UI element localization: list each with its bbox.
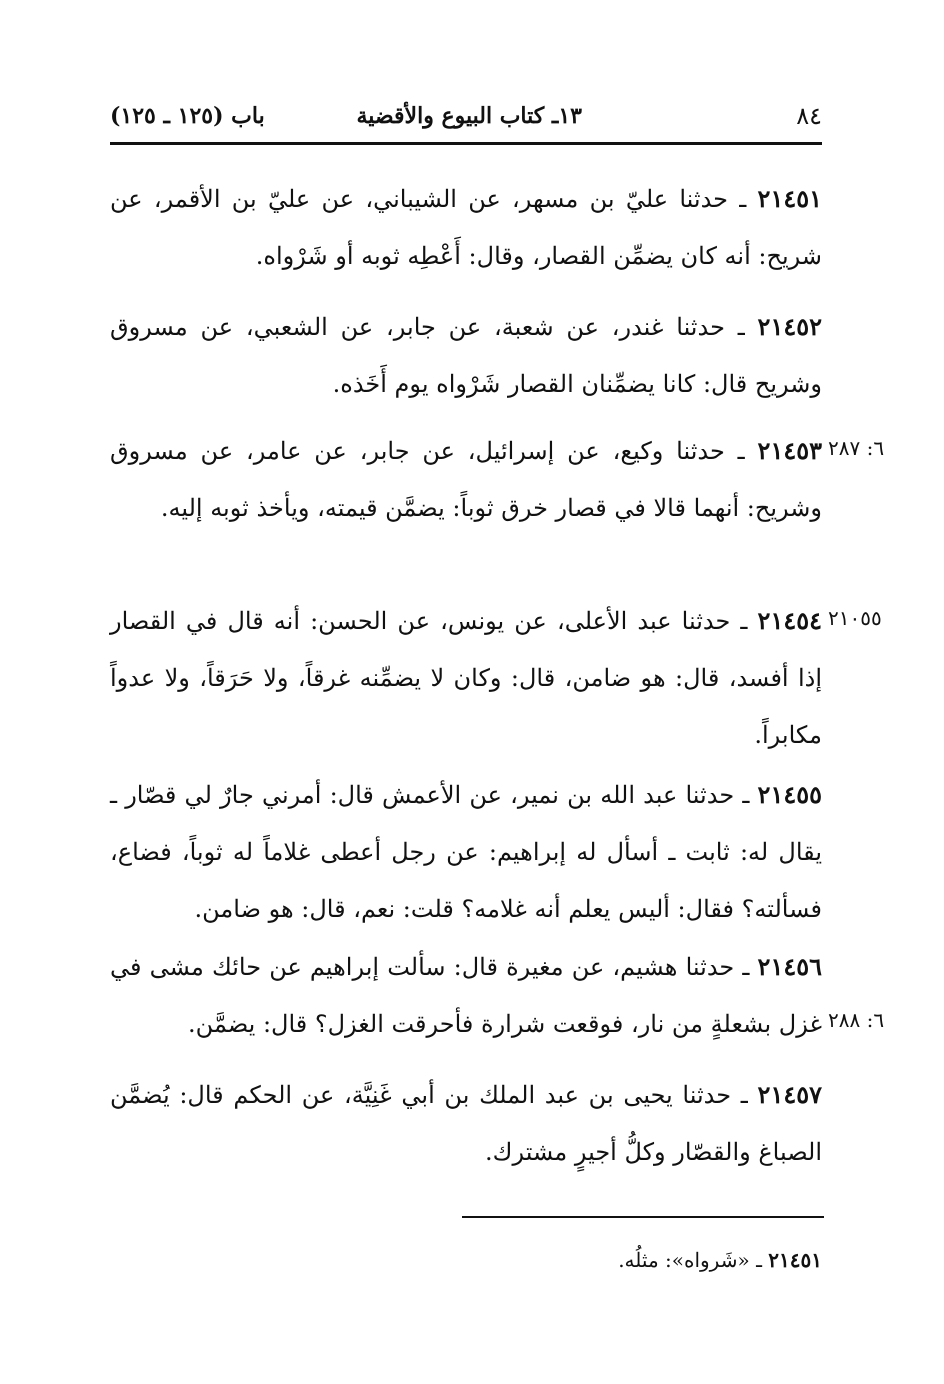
- margin-reference: ٢١٠٥٥: [828, 606, 882, 630]
- entry-text: ـ حدثنا عبد الأعلى، عن يونس، عن الحسن: أنه قال في القصار إذا أفسد، قال: هو ضامن، قال: وكان لا يضمِّنه غرقاً، ولا حَرَقاً، ولا عدواً مكابراً.: [110, 607, 822, 749]
- book-title: ١٣ـ كتاب البيوع والأقضية: [356, 103, 582, 129]
- entry-text: ـ حدثنا عليّ بن مسهر، عن الشيباني، عن عليّ بن الأقمر، عن شريح: أنه كان يضمِّن القصار، وقال: أَعْطِه ثوبه أو شَرْواه.: [110, 185, 822, 270]
- page-header: [110, 96, 822, 136]
- hadith-entry-21456: [110, 938, 822, 1053]
- page-number: ٨٤: [796, 102, 822, 130]
- margin-reference: ٦: ٢٨٨: [828, 1008, 885, 1032]
- footnote-text: ـ «شَرواه»: مثلُه.: [618, 1248, 769, 1272]
- entry-text: ـ حدثنا وكيع، عن إسرائيل، عن جابر، عن عامر، عن مسروق وشريح: أنهما قالا في قصار خرق ثوباً: يضمَّن قيمته، ويأخذ ثوبه إليه.: [110, 437, 822, 522]
- entry-text: ـ حدثنا هشيم، عن مغيرة قال: سألت إبراهيم عن حائك مشى في غزل بشعلةٍ من نار، فوقعت شرارة فأحرقت الغزل؟ قال: يضمَّن.: [110, 953, 822, 1038]
- entry-number: ٢١٤٥٢: [757, 312, 822, 341]
- entry-number: ٢١٤٥٦: [757, 952, 822, 981]
- hadith-entry-21455: [110, 766, 822, 938]
- entry-text: ـ حدثنا عبد الله بن نمير، عن الأعمش قال: أمرني جارٌ لي قصّار ـ يقال له: ثابت ـ أسأل له إبراهيم: عن رجل أعطى غلاماً له ثوباً، فضاع، فسألته؟ فقال: أليس يعلم أنه غلامه؟ قلت: نعم، قال: هو ضامن.: [110, 781, 822, 923]
- entry-number: ٢١٤٥٧: [757, 1080, 822, 1109]
- hadith-entry-21451: [110, 170, 822, 285]
- entry-text: ـ حدثنا يحيى بن عبد الملك بن أبي غَنِيَّة، عن الحكم قال: يُضمَّن الصباغ والقصّار وكلُّ أجيرٍ مشترك.: [110, 1081, 822, 1166]
- footnote: [462, 1240, 822, 1280]
- hadith-entry-21454: [110, 592, 822, 764]
- entry-text: ـ حدثنا غندر، عن شعبة، عن جابر، عن الشعبي، عن مسروق وشريح قال: كانا يضمِّنان القصار شَرْواه يوم أَخَذه.: [110, 313, 822, 398]
- entry-number: ٢١٤٥٥: [757, 780, 822, 809]
- entry-number: ٢١٤٥٤: [757, 606, 822, 635]
- chapter-title: باب (١٢٥ ـ ١٢٥): [110, 103, 265, 129]
- entry-number: ٢١٤٥١: [757, 184, 822, 213]
- hadith-entry-21452: [110, 298, 822, 413]
- hadith-entry-21453: [110, 422, 822, 537]
- margin-reference: ٦: ٢٨٧: [828, 436, 885, 460]
- entry-number: ٢١٤٥٣: [757, 436, 822, 465]
- footnote-divider: [462, 1216, 824, 1218]
- footnote-number: ٢١٤٥١: [768, 1248, 822, 1272]
- hadith-entry-21457: [110, 1066, 822, 1181]
- header-divider: [110, 142, 822, 145]
